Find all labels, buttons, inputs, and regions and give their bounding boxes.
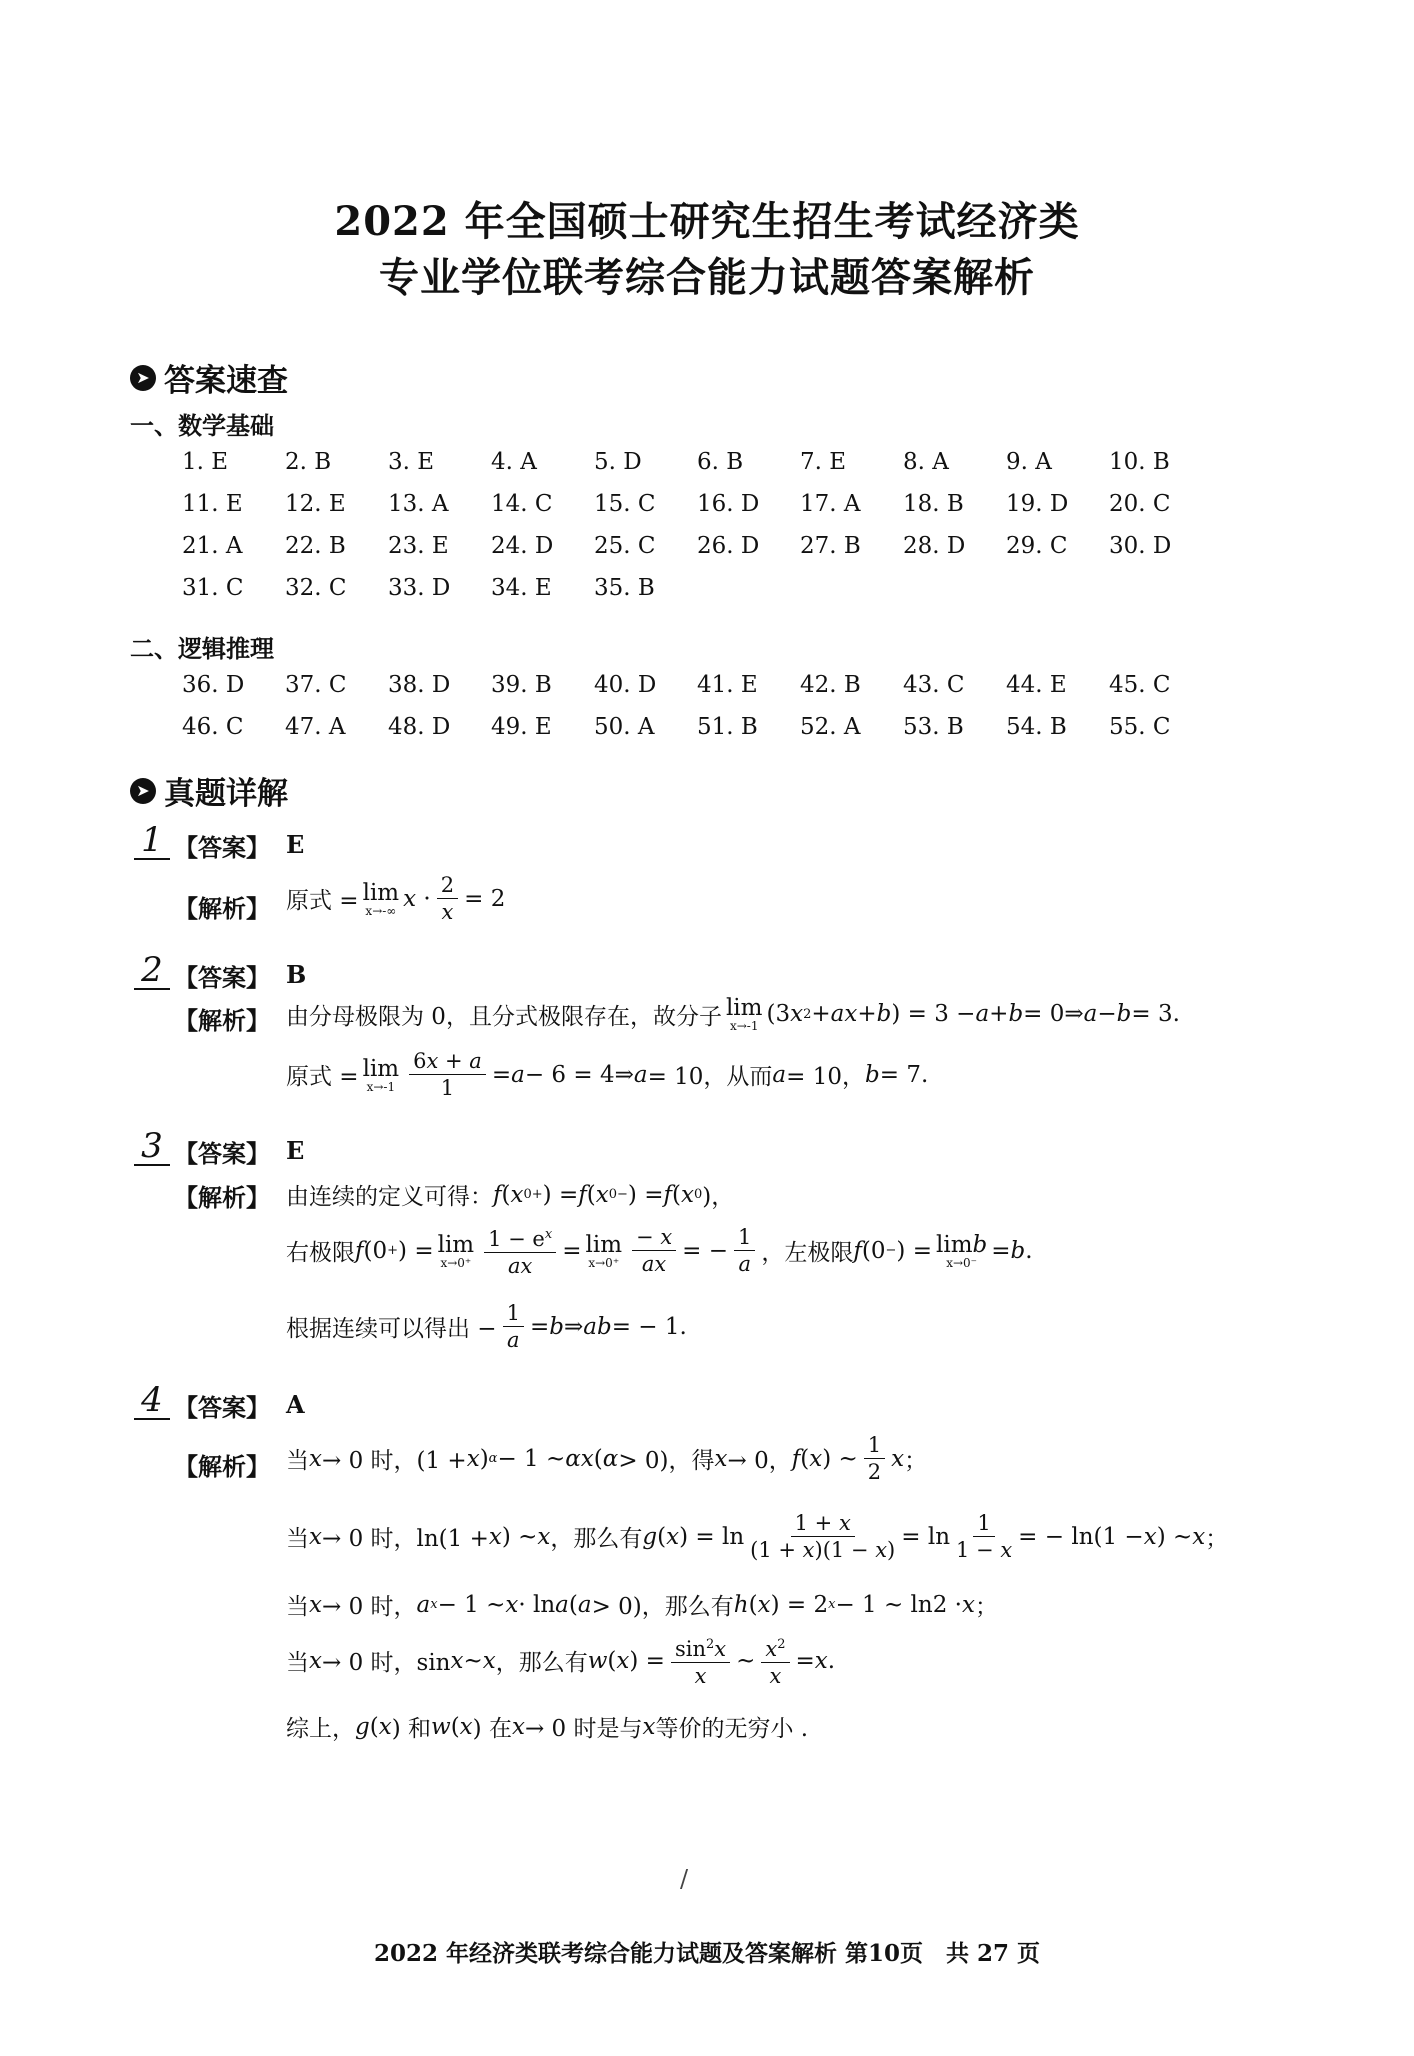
answer-item: 30. D	[1109, 533, 1172, 559]
page-title-line2: 专业学位联考综合能力试题答案解析	[379, 254, 1035, 301]
answer-item: 49. E	[491, 714, 552, 740]
answer-item: 4. A	[491, 449, 537, 475]
answer-item: 13. A	[388, 491, 449, 517]
answer-item: 27. B	[800, 533, 861, 559]
answer-item: 16. D	[697, 491, 760, 517]
answer-item: 10. B	[1109, 449, 1170, 475]
answer-item: 47. A	[285, 714, 346, 740]
answer-value: E	[286, 1136, 305, 1165]
logic-answer-grid	[182, 670, 1212, 742]
detail-heading	[130, 768, 288, 813]
answer-item: 26. D	[697, 533, 760, 559]
answer-item: 9. A	[1006, 449, 1052, 475]
answer-item: 21. A	[182, 533, 243, 559]
answer-item: 42. B	[800, 672, 861, 698]
page-title-line1: 2022 年全国硕士研究生招生考试经济类	[334, 198, 1080, 245]
solution-line: 由连续的定义可得： f ( x 0 + ) = f ( x 0 − ) = f ( x 0 )，	[286, 1181, 735, 1210]
answer-item: 17. A	[800, 491, 861, 517]
answer-item: 20. C	[1109, 491, 1171, 517]
page-footer: 2022 年经济类联考综合能力试题及答案解析 第10页 共 27 页	[373, 1940, 1041, 1967]
answer-item: 7. E	[800, 449, 847, 475]
solution-line: 原式 = lim x→-∞ x · $\frac{2}{x}$ = 2	[286, 873, 506, 924]
answer-item: 18. B	[903, 491, 964, 517]
answer-item: 35. B	[594, 575, 655, 601]
answer-item: 32. C	[285, 575, 347, 601]
question-number: 1	[134, 822, 170, 860]
solution-line: 当 x → 0 时，ln(1 + x ) ~ x ，那么有 g ( x ) = ln $\frac{1 + x}{(1 + x)(1 - x)}$ = ln $\frac{1}{1 - x}$ = − ln(1 − x ) ~ x ；	[286, 1511, 1229, 1562]
answer-item: 22. B	[285, 533, 346, 559]
answer-item: 3. E	[388, 449, 435, 475]
solution-line: 由分母极限为 0，且分式极限存在，故分子 lim x→-1 (3 x 2 + ax + b ) = 3 − a + b = 0⇒ a − b = 3.	[286, 995, 1180, 1033]
answer-label: 【答案】	[174, 963, 270, 992]
answer-item: 52. A	[800, 714, 861, 740]
arrow-circle-icon: ➤	[130, 365, 156, 391]
solution-line: 原式 = lim x→-1 $\frac{6x + a}{1}$ = a − 6 = 4⇒ a = 10，从而 a = 10， b = 7.	[286, 1049, 929, 1100]
answer-value: E	[286, 830, 305, 859]
answer-item: 37. C	[285, 672, 347, 698]
answer-item: 34. E	[491, 575, 552, 601]
answer-item: 53. B	[903, 714, 964, 740]
answer-value: B	[286, 960, 307, 989]
solution-line: 当 x → 0 时，sin x ~ x ，那么有 w ( x ) = $\frac{\sin^2x}{x}$ ~ $\frac{x^2}{x}$ = x .	[286, 1632, 835, 1689]
answer-item: 33. D	[388, 575, 451, 601]
analysis-label: 【解析】	[174, 894, 270, 923]
answer-label: 【答案】	[174, 833, 270, 862]
solution-line: 当 x → 0 时，(1 + x ) α − 1 ~ αx ( α > 0)，得 x → 0， f ( x ) ~ $\frac{1}{2}$ x ；	[286, 1433, 928, 1484]
answer-item: 12. E	[285, 491, 346, 517]
solution-line: 综上， g ( x ) 和 w ( x ) 在 x → 0 时是与 x 等价的无穷小 .	[286, 1713, 809, 1742]
answer-item: 1. E	[182, 449, 229, 475]
analysis-label: 【解析】	[174, 1006, 270, 1035]
answer-item: 48. D	[388, 714, 451, 740]
answer-item: 54. B	[1006, 714, 1067, 740]
answer-item: 24. D	[491, 533, 554, 559]
math-heading: 一、数学基础	[130, 411, 274, 440]
question-number: 2	[134, 952, 170, 990]
answer-item: 29. C	[1006, 533, 1068, 559]
answer-item: 6. B	[697, 449, 744, 475]
page-mark: /	[680, 1865, 689, 1893]
answer-item: 11. E	[182, 491, 243, 517]
question-number: 3	[134, 1128, 170, 1166]
answer-item: 50. A	[594, 714, 655, 740]
detail-heading-text: 真题详解	[164, 776, 288, 812]
answer-item: 45. C	[1109, 672, 1171, 698]
answer-item: 5. D	[594, 449, 642, 475]
answer-item: 41. E	[697, 672, 758, 698]
answer-item: 28. D	[903, 533, 966, 559]
answer-item: 19. D	[1006, 491, 1069, 517]
answer-item: 15. C	[594, 491, 656, 517]
answer-value: A	[286, 1390, 305, 1419]
question-number: 4	[134, 1382, 170, 1420]
answer-item: 36. D	[182, 672, 245, 698]
answer-item: 39. B	[491, 672, 552, 698]
answer-label: 【答案】	[174, 1393, 270, 1422]
answer-item: 40. D	[594, 672, 657, 698]
analysis-label: 【解析】	[174, 1183, 270, 1212]
answer-item: 55. C	[1109, 714, 1171, 740]
analysis-label: 【解析】	[174, 1452, 270, 1481]
answer-item: 8. A	[903, 449, 949, 475]
math-answer-grid	[182, 447, 1212, 603]
answer-item: 43. C	[903, 672, 965, 698]
answer-item: 23. E	[388, 533, 449, 559]
answer-item: 51. B	[697, 714, 758, 740]
answer-label: 【答案】	[174, 1139, 270, 1168]
answer-item: 25. C	[594, 533, 656, 559]
quick-answer-heading	[130, 355, 288, 400]
arrow-circle-icon: ➤	[130, 778, 156, 804]
answer-item: 44. E	[1006, 672, 1067, 698]
answer-item: 2. B	[285, 449, 332, 475]
answer-item: 31. C	[182, 575, 244, 601]
answer-item: 38. D	[388, 672, 451, 698]
answer-item: 46. C	[182, 714, 244, 740]
answer-item: 14. C	[491, 491, 553, 517]
solution-line: 当 x → 0 时， a x − 1 ~ x · ln a ( a > 0)，那么有 h ( x ) = 2 x − 1 ~ ln2 · x ；	[286, 1591, 998, 1620]
quick-answer-heading-text: 答案速查	[164, 363, 288, 399]
solution-line: 右极限 f (0 + ) = lim x→0⁺ $\frac{1 - e^x}{ax}$ = lim x→0⁺ $\frac{- x}{ax}$ = − $\frac{1}{a}$ ，左极限 f (0 − ) = limb x→0⁻ = b .	[286, 1222, 1033, 1279]
logic-heading: 二、逻辑推理	[130, 634, 274, 663]
solution-line: 根据连续可以得出 − $\frac{1}{a}$ = b ⇒ ab = − 1.	[286, 1301, 687, 1352]
